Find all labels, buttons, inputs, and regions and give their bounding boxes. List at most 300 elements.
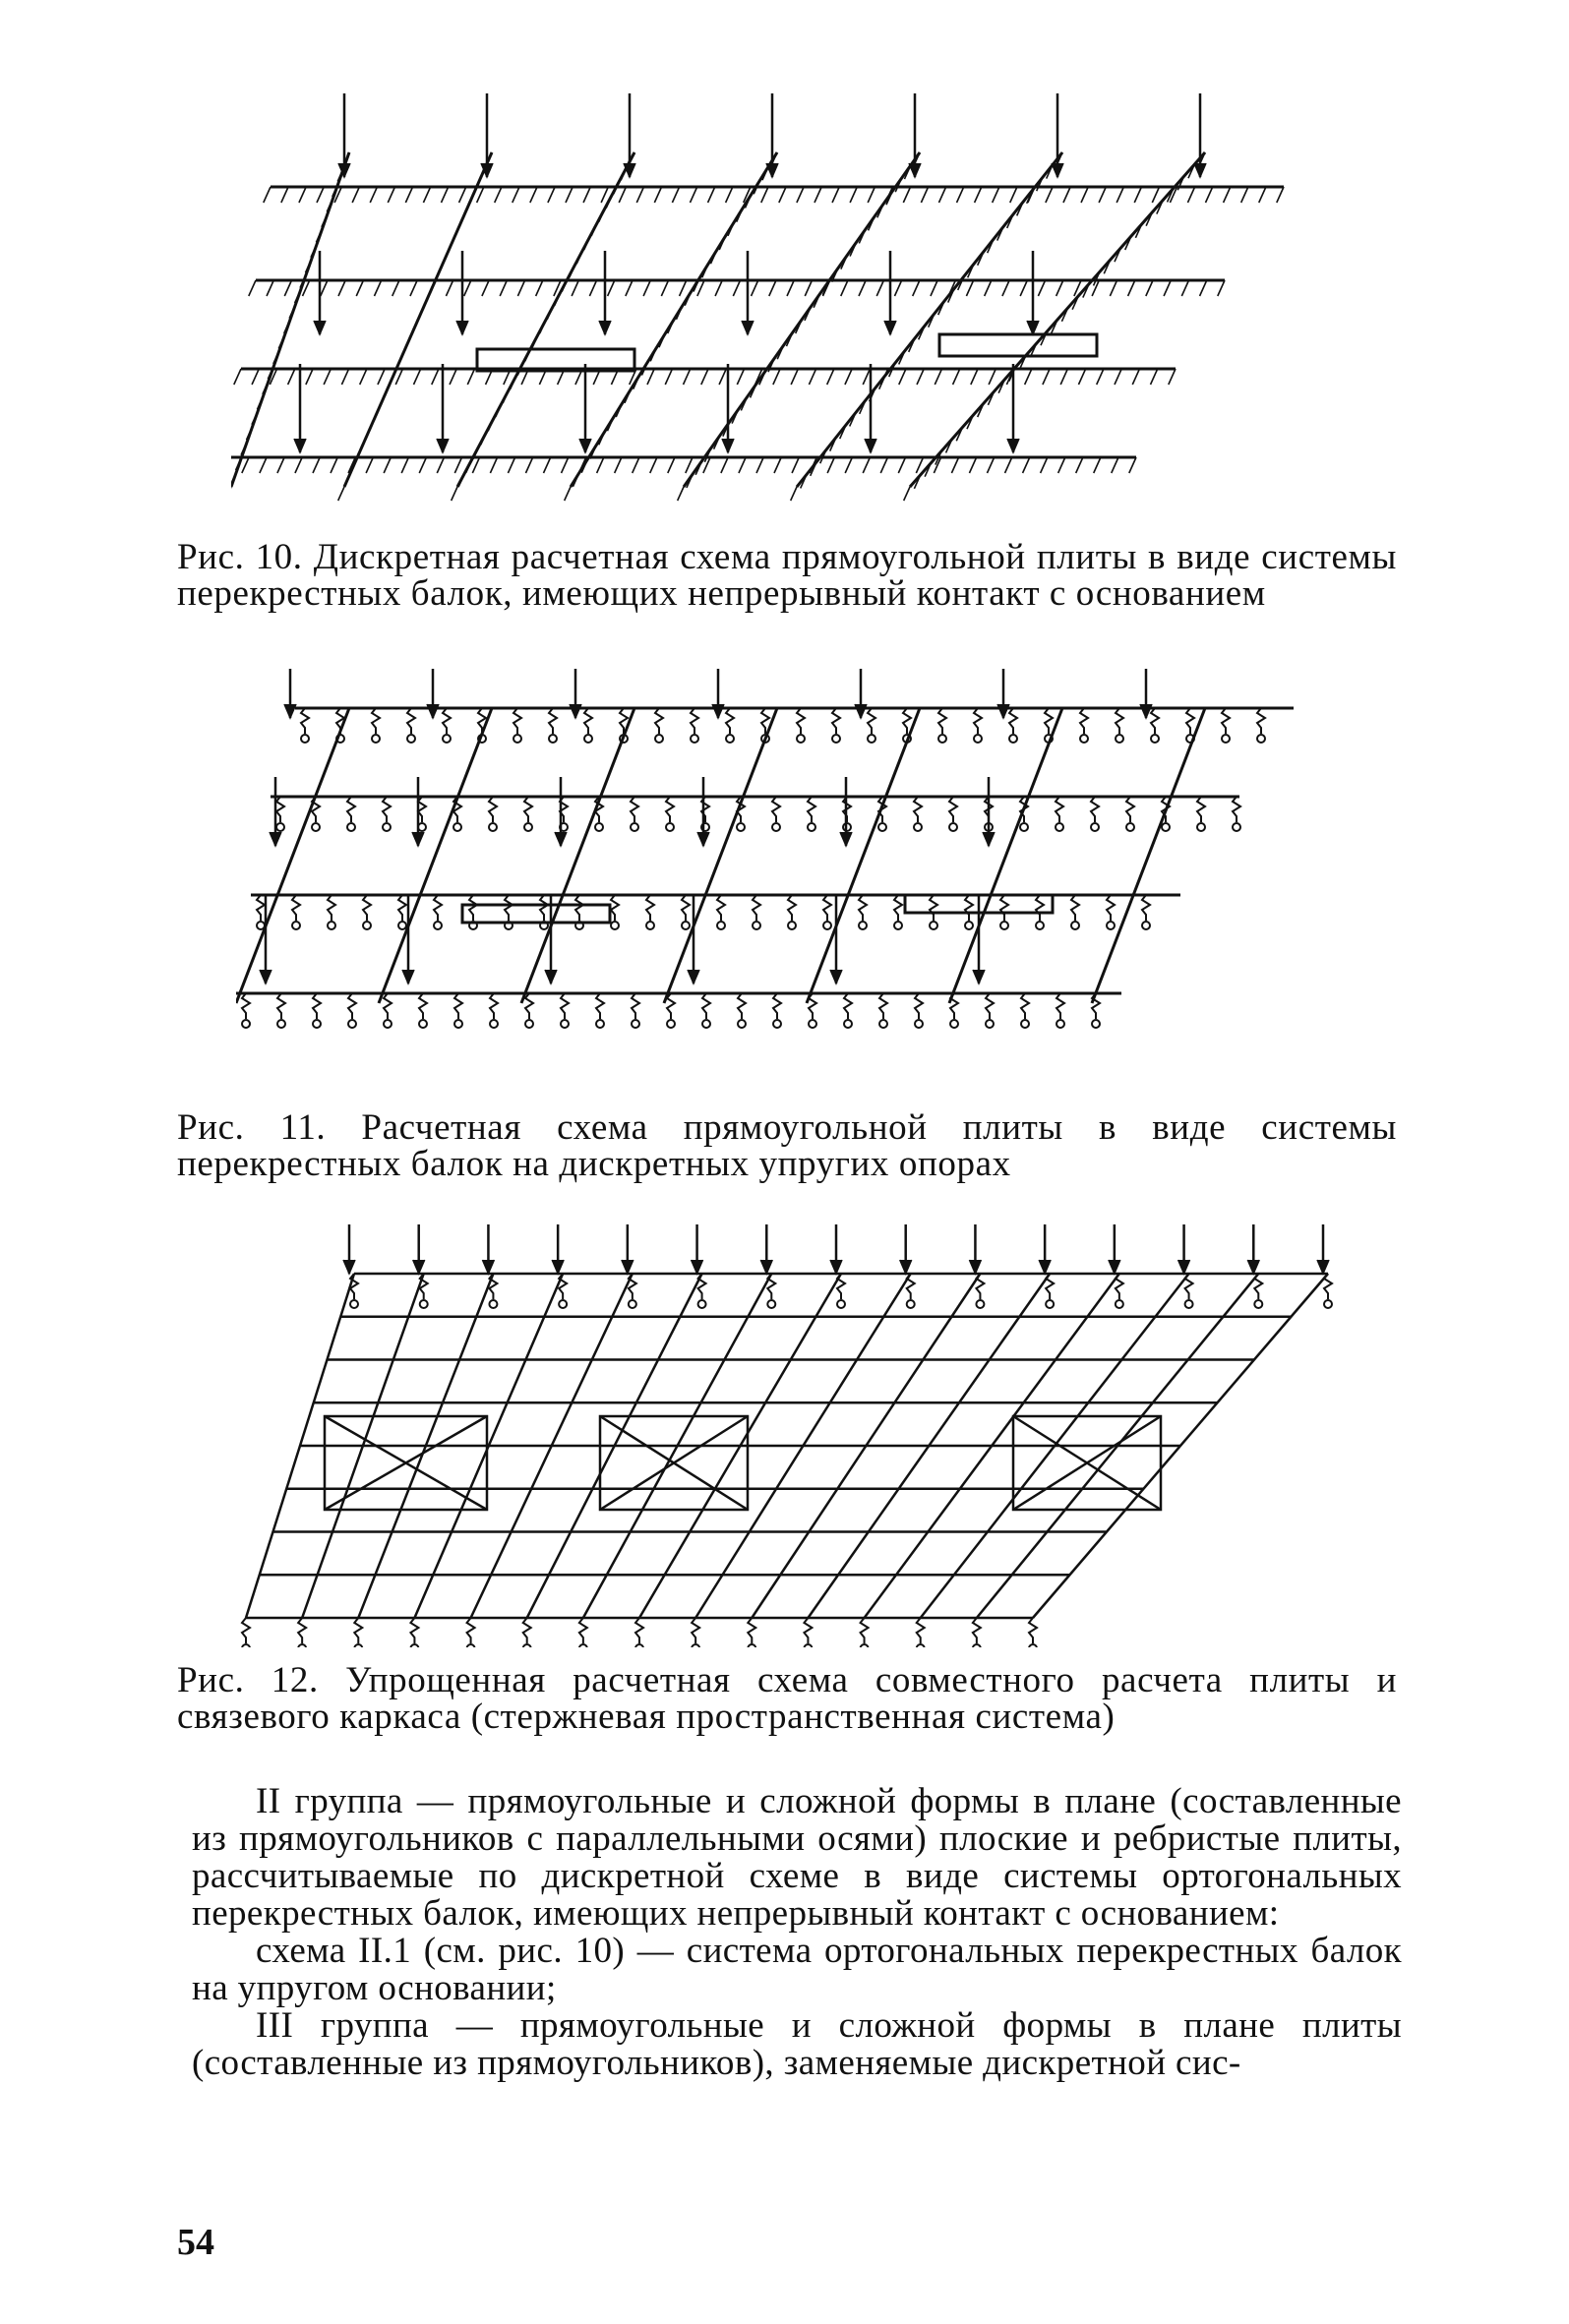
load-arrowhead <box>412 832 424 846</box>
spring-support <box>682 895 690 929</box>
hatch-mark <box>472 457 479 473</box>
hatch-mark <box>650 457 657 473</box>
hatch-mark <box>608 280 615 296</box>
spring-support <box>1009 708 1017 743</box>
hatch-mark <box>490 457 497 473</box>
hatch-mark <box>338 487 344 501</box>
hatch-mark <box>1078 369 1085 385</box>
hatch-mark <box>721 457 728 473</box>
spring-support <box>489 797 497 831</box>
hatch-mark <box>868 187 875 203</box>
hatch-mark <box>252 369 259 385</box>
spring-support <box>292 895 300 929</box>
spring-support <box>490 993 498 1028</box>
spring-support <box>1046 1274 1054 1308</box>
hatch-mark <box>1115 369 1121 385</box>
hatch-mark <box>1005 457 1012 473</box>
hatch-mark <box>726 187 733 203</box>
hatch-mark <box>260 457 267 473</box>
hatch-mark <box>701 369 708 385</box>
spring-support <box>420 1274 428 1308</box>
hatch-mark <box>446 280 453 296</box>
hatch-mark <box>989 369 996 385</box>
hatch-mark <box>1110 280 1116 296</box>
load-arrowhead <box>579 439 591 452</box>
spring-support <box>1142 895 1150 929</box>
hatch-mark <box>841 280 848 296</box>
hatch-mark <box>1128 280 1135 296</box>
hatch-mark <box>357 444 363 457</box>
spring-support <box>976 1274 984 1308</box>
hatch-mark <box>378 369 385 385</box>
hatch-mark <box>1181 280 1188 296</box>
spring-support <box>467 1618 475 1647</box>
hatch-mark <box>374 280 381 296</box>
load-arrowhead <box>456 321 468 334</box>
hatch-mark <box>572 280 578 296</box>
spring-support <box>384 993 392 1028</box>
hatch-mark <box>384 457 391 473</box>
hatch-mark <box>601 187 608 203</box>
spring-support <box>1021 993 1029 1028</box>
body-text <box>192 1783 1402 2082</box>
spring-support <box>276 797 284 831</box>
hatch-mark <box>370 187 377 203</box>
hatch-mark <box>460 210 466 224</box>
spring-support <box>844 993 852 1028</box>
spring-support <box>1222 708 1230 743</box>
paragraph-scheme-2-1: схема II.1 (см. рис. 10) — система ортогональных перекрестных балок на упругом основании; <box>192 1931 1402 2008</box>
spring-support <box>443 708 451 743</box>
spring-support <box>986 993 994 1028</box>
load-arrowhead <box>722 439 734 452</box>
hatch-mark <box>295 457 302 473</box>
hatch-mark <box>495 187 502 203</box>
hatch-mark <box>904 487 910 501</box>
hatch-mark <box>615 457 622 473</box>
hatch-mark <box>477 187 484 203</box>
hatch-mark <box>419 457 426 473</box>
spring-support <box>328 895 335 929</box>
figure-11-beam-grid-elastic-supports <box>236 669 1338 1082</box>
hatch-mark <box>410 280 417 296</box>
spring-support <box>1324 1274 1332 1308</box>
hatch-mark <box>715 280 722 296</box>
hatch-mark <box>453 225 459 239</box>
load-arrowhead <box>884 321 896 334</box>
hatch-mark <box>530 187 537 203</box>
hatch-mark <box>647 369 654 385</box>
spring-support <box>702 993 710 1028</box>
slanted-beam <box>807 708 920 1003</box>
hatch-mark <box>536 280 543 296</box>
hatch-mark <box>792 457 799 473</box>
hatch-mark <box>341 369 348 385</box>
spring-support <box>1080 708 1088 743</box>
load-arrowhead <box>697 832 709 846</box>
hatch-mark <box>921 187 928 203</box>
hatch-mark <box>423 187 430 203</box>
hatch-mark <box>589 280 596 296</box>
hatch-mark <box>661 280 668 296</box>
hatch-mark <box>450 369 456 385</box>
hatch-mark <box>383 386 389 399</box>
spring-support <box>1151 708 1159 743</box>
hatch-mark <box>916 457 923 473</box>
spring-support <box>257 895 265 929</box>
spring-support <box>631 797 638 831</box>
hatch-mark <box>863 369 870 385</box>
spring-support <box>632 993 639 1028</box>
hatch-mark <box>405 187 412 203</box>
hatch-mark <box>513 187 519 203</box>
hatch-mark <box>344 472 350 486</box>
load-arrowhead <box>1007 439 1019 452</box>
spring-support <box>549 708 557 743</box>
hatch-mark <box>1002 280 1009 296</box>
spring-support <box>772 797 780 831</box>
spring-support <box>559 1274 567 1308</box>
spring-support <box>347 797 355 831</box>
hatch-mark <box>1081 187 1088 203</box>
hatch-mark <box>565 487 571 501</box>
hatch-mark <box>761 187 768 203</box>
hatch-mark <box>971 369 978 385</box>
hatch-mark <box>993 187 999 203</box>
spring-support <box>879 993 887 1028</box>
hatch-mark <box>1020 280 1027 296</box>
spring-support <box>1126 797 1134 831</box>
hatch-mark <box>975 187 982 203</box>
spring-support <box>1116 1274 1123 1308</box>
hatch-mark <box>643 280 650 296</box>
spring-support <box>277 993 285 1028</box>
spring-support <box>692 1618 699 1647</box>
hatch-mark <box>548 187 555 203</box>
spring-support <box>525 993 533 1028</box>
spring-support <box>753 895 760 929</box>
spring-support <box>434 895 442 929</box>
hatch-mark <box>364 429 370 443</box>
spring-support <box>1197 797 1205 831</box>
spring-support <box>1107 895 1115 929</box>
hatch-mark <box>1063 187 1070 203</box>
hatch-mark <box>957 187 964 203</box>
spring-support <box>313 993 321 1028</box>
load-arrowhead <box>427 704 439 718</box>
hatch-mark <box>1134 187 1141 203</box>
hatch-mark <box>686 457 693 473</box>
load-arrowhead <box>1039 1260 1051 1274</box>
hatch-mark <box>791 369 798 385</box>
spring-support <box>398 895 406 929</box>
spring-support <box>372 708 380 743</box>
spring-support <box>698 1274 706 1308</box>
hatch-mark <box>377 399 383 413</box>
hatch-mark <box>413 369 420 385</box>
hatch-mark <box>321 280 328 296</box>
hatch-mark <box>719 369 726 385</box>
hatch-mark <box>684 369 691 385</box>
spring-support <box>524 797 532 831</box>
spring-support <box>354 1618 362 1647</box>
hatch-mark <box>597 457 604 473</box>
hatch-mark <box>850 187 857 203</box>
slanted-beam <box>379 708 492 1003</box>
load-arrowhead <box>437 439 449 452</box>
hatch-mark <box>938 187 945 203</box>
hatch-mark <box>437 457 444 473</box>
spring-support <box>505 895 513 929</box>
hatch-mark <box>894 280 901 296</box>
hatch-mark <box>1151 369 1158 385</box>
slanted-beam <box>664 708 777 1003</box>
hatch-mark <box>281 187 288 203</box>
hatch-mark <box>1259 187 1266 203</box>
spring-support <box>407 708 415 743</box>
spring-support <box>575 895 583 929</box>
spring-support <box>773 993 781 1028</box>
load-arrowhead <box>692 1260 703 1274</box>
hatch-mark <box>1043 369 1050 385</box>
hatch-mark <box>1112 457 1118 473</box>
spring-support <box>242 993 250 1028</box>
load-arrowhead <box>983 832 995 846</box>
spring-support <box>1257 708 1265 743</box>
hatch-mark <box>234 369 241 385</box>
hatch-mark <box>467 369 474 385</box>
hatch-mark <box>708 187 715 203</box>
load-arrowhead <box>742 321 754 334</box>
hatch-mark <box>1099 187 1106 203</box>
spring-support <box>859 895 867 929</box>
hatch-mark <box>752 280 758 296</box>
load-arrowhead <box>997 704 1009 718</box>
hatch-mark <box>969 457 976 473</box>
beam-segment <box>462 905 610 923</box>
spring-support <box>914 797 922 831</box>
spring-support <box>1071 895 1079 929</box>
hatch-mark <box>654 187 661 203</box>
spring-support <box>383 797 391 831</box>
hatch-mark <box>805 280 812 296</box>
hatch-mark <box>680 280 687 296</box>
spring-support <box>348 993 356 1028</box>
spring-support <box>646 895 654 929</box>
slanted-beam <box>1092 708 1205 1003</box>
hatch-mark <box>441 254 447 268</box>
spring-support <box>894 895 902 929</box>
spring-support <box>868 708 875 743</box>
hatch-mark <box>791 487 797 501</box>
load-arrowhead <box>688 970 699 983</box>
load-arrowhead <box>343 1260 355 1274</box>
spring-support <box>419 993 427 1028</box>
hatch-mark <box>402 341 408 355</box>
hatch-mark <box>1010 187 1017 203</box>
load-arrowhead <box>1027 321 1039 334</box>
hatch-mark <box>544 457 551 473</box>
hatch-mark <box>668 457 675 473</box>
spring-support <box>974 708 982 743</box>
hatch-mark <box>1200 280 1207 296</box>
spring-support <box>629 1274 636 1308</box>
load-arrowhead <box>260 970 272 983</box>
spring-support <box>788 895 796 929</box>
hatch-mark <box>388 187 394 203</box>
spring-support <box>738 993 746 1028</box>
hatch-mark <box>672 187 679 203</box>
load-arrowhead <box>284 704 296 718</box>
spring-support <box>823 895 831 929</box>
hatch-mark <box>1046 187 1053 203</box>
spring-support <box>726 708 734 743</box>
hatch-mark <box>1097 369 1104 385</box>
load-arrowhead <box>294 439 306 452</box>
spring-support <box>748 1618 755 1647</box>
hatch-mark <box>827 457 834 473</box>
load-arrowhead <box>599 321 611 334</box>
spring-support <box>767 1274 775 1308</box>
figure-10-caption: Рис. 10. Дискретная расчетная схема прямоугольной плиты в виде системы перекрестных балок, имеющих непрерывный контакт с основанием <box>177 537 1397 614</box>
hatch-mark <box>482 280 489 296</box>
spring-support <box>804 1618 812 1647</box>
hatch-mark <box>566 187 573 203</box>
spring-support <box>667 993 675 1028</box>
load-arrowhead <box>840 832 852 846</box>
hatch-mark <box>1206 187 1213 203</box>
hatch-mark <box>392 280 399 296</box>
spring-support <box>717 895 725 929</box>
hatch-mark <box>317 187 324 203</box>
hatch-mark <box>935 369 941 385</box>
hatch-mark <box>880 457 887 473</box>
hatch-mark <box>898 457 905 473</box>
hatch-mark <box>619 187 626 203</box>
spring-support <box>1056 797 1063 831</box>
hatch-mark <box>408 327 414 340</box>
spring-support <box>596 993 604 1028</box>
hatch-mark <box>1224 187 1231 203</box>
hatch-mark <box>288 369 295 385</box>
load-arrowhead <box>1194 163 1206 177</box>
spring-support <box>540 895 548 929</box>
hatch-mark <box>966 280 973 296</box>
spring-support <box>242 1618 250 1647</box>
spring-support <box>808 797 815 831</box>
load-arrowhead <box>830 1260 842 1274</box>
hatch-mark <box>917 369 924 385</box>
spring-support <box>350 1274 358 1308</box>
hatch-mark <box>827 369 834 385</box>
spring-support <box>1116 708 1123 743</box>
hatch-mark <box>1187 187 1194 203</box>
load-arrowhead <box>1178 1260 1190 1274</box>
hatch-mark <box>324 369 331 385</box>
load-arrowhead <box>555 832 567 846</box>
spring-support <box>861 1618 869 1647</box>
load-arrowhead <box>973 970 985 983</box>
spring-support <box>1254 1274 1262 1308</box>
hatch-mark <box>787 280 794 296</box>
load-arrowhead <box>830 970 842 983</box>
hatch-mark <box>987 457 994 473</box>
hatch-mark <box>1025 369 1032 385</box>
hatch-mark <box>859 280 866 296</box>
beam-segment <box>939 334 1097 356</box>
load-arrowhead <box>413 1260 425 1274</box>
load-arrowhead <box>1247 1260 1259 1274</box>
spring-support <box>635 1618 643 1647</box>
spring-support <box>489 1274 497 1308</box>
hatch-mark <box>242 457 249 473</box>
hatch-mark <box>1152 187 1159 203</box>
hatch-mark <box>452 487 457 501</box>
hatch-mark <box>1241 187 1248 203</box>
hatch-mark <box>267 280 273 296</box>
hatch-mark <box>797 187 804 203</box>
spring-support <box>797 708 805 743</box>
hatch-mark <box>774 457 781 473</box>
load-arrowhead <box>570 704 581 718</box>
hatch-mark <box>1164 280 1171 296</box>
hatch-mark <box>737 369 744 385</box>
hatch-mark <box>366 457 373 473</box>
hatch-mark <box>899 369 906 385</box>
hatch-mark <box>428 283 434 297</box>
hatch-mark <box>284 280 291 296</box>
spring-support <box>1185 1274 1193 1308</box>
load-arrowhead <box>969 1260 981 1274</box>
hatch-mark <box>985 280 992 296</box>
hatch-mark <box>277 457 284 473</box>
spring-support <box>915 993 923 1028</box>
hatch-mark <box>953 369 960 385</box>
slanted-beam <box>949 708 1062 1003</box>
page-number: 54 <box>177 2222 214 2263</box>
hatch-mark <box>951 457 958 473</box>
hatch-mark <box>500 280 507 296</box>
hatch-mark <box>845 369 852 385</box>
hatch-mark <box>249 280 256 296</box>
hatch-mark <box>1056 280 1063 296</box>
hatch-mark <box>306 369 313 385</box>
hatch-mark <box>264 187 271 203</box>
hatch-mark <box>1041 457 1048 473</box>
hatch-mark <box>421 298 427 312</box>
hatch-mark <box>1169 369 1176 385</box>
hatch-mark <box>1218 280 1225 296</box>
figure-12-caption: Рис. 12. Упрощенная расчетная схема совместного расчета плиты и связевого каркаса (стержневая пространственная система) <box>177 1660 1397 1737</box>
hatch-mark <box>1058 457 1065 473</box>
hatch-mark <box>448 240 453 254</box>
paragraph-group-3: III группа — прямоугольные и сложной формы в плане плиты (составленные из прямоугольников), заменяемые дискретной сис- <box>192 2005 1402 2083</box>
hatch-mark <box>913 280 920 296</box>
hatch-mark <box>690 187 696 203</box>
spring-support <box>1233 797 1240 831</box>
hatch-mark <box>633 457 639 473</box>
load-arrowhead <box>712 704 724 718</box>
load-arrowhead <box>766 163 778 177</box>
figure-10-beam-grid-continuous-contact <box>231 93 1338 516</box>
slanted-beam <box>236 708 349 1003</box>
load-arrowhead <box>1140 704 1152 718</box>
load-arrowhead <box>855 704 867 718</box>
hatch-mark <box>1060 369 1067 385</box>
load-arrowhead <box>760 1260 772 1274</box>
spring-support <box>691 708 698 743</box>
hatch-mark <box>845 457 852 473</box>
